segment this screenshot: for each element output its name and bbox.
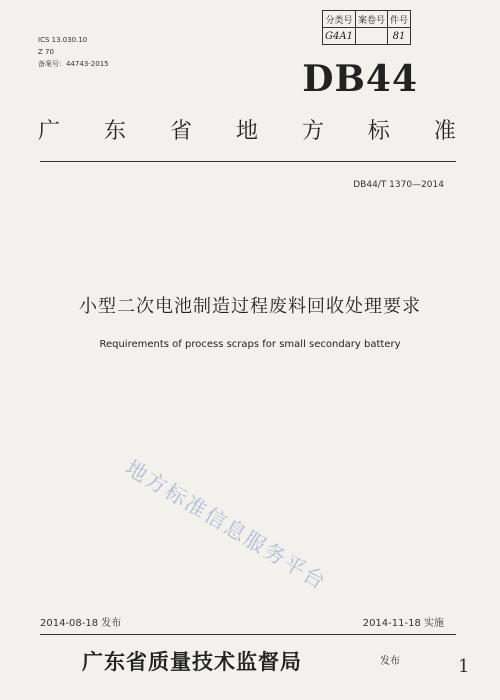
ics-code: ICS 13.030.10 [38,36,88,44]
heading-char: 省 [169,119,192,144]
ccs-code: Z 70 [38,48,54,56]
top-divider [40,161,456,162]
heading-char: 广 [38,119,61,144]
implementation-date: 2014-11-18 实施 [362,618,444,629]
heading-char: 准 [433,119,456,144]
document-title-english: Requirements of process scraps for small secondary battery [99,339,401,350]
cls-header-item: 件号 [387,11,410,28]
filing-number: 备案号：44743-2015 [38,60,109,68]
watermark: 地方标准信息服务平台 [121,455,331,595]
cls-header-file: 案卷号 [355,11,387,28]
cls-value-file [355,28,387,45]
province-standard-heading [38,114,456,145]
page-number: 1 [458,656,470,677]
issue-label: 发布 [380,656,400,667]
issuing-authority: 广东省质量技术监督局 [82,649,302,674]
cls-header-category: 分类号 [323,11,356,28]
document-title-chinese: 小型二次电池制造过程废料回收处理要求 [79,296,421,317]
standard-code-logo: DB44 [302,58,418,100]
issue-date: 2014-08-18 发布 [40,618,122,629]
cls-value-item: 81 [387,28,410,45]
bottom-divider [40,634,456,635]
archive-classification-box [322,10,411,45]
heading-char: 地 [235,119,258,144]
heading-char: 标 [367,119,390,144]
standard-number: DB44/T 1370—2014 [353,180,444,190]
heading-char: 东 [103,119,126,144]
classification-codes [38,34,109,70]
heading-char: 方 [301,119,324,144]
cls-value-category: G4A1 [323,28,356,45]
